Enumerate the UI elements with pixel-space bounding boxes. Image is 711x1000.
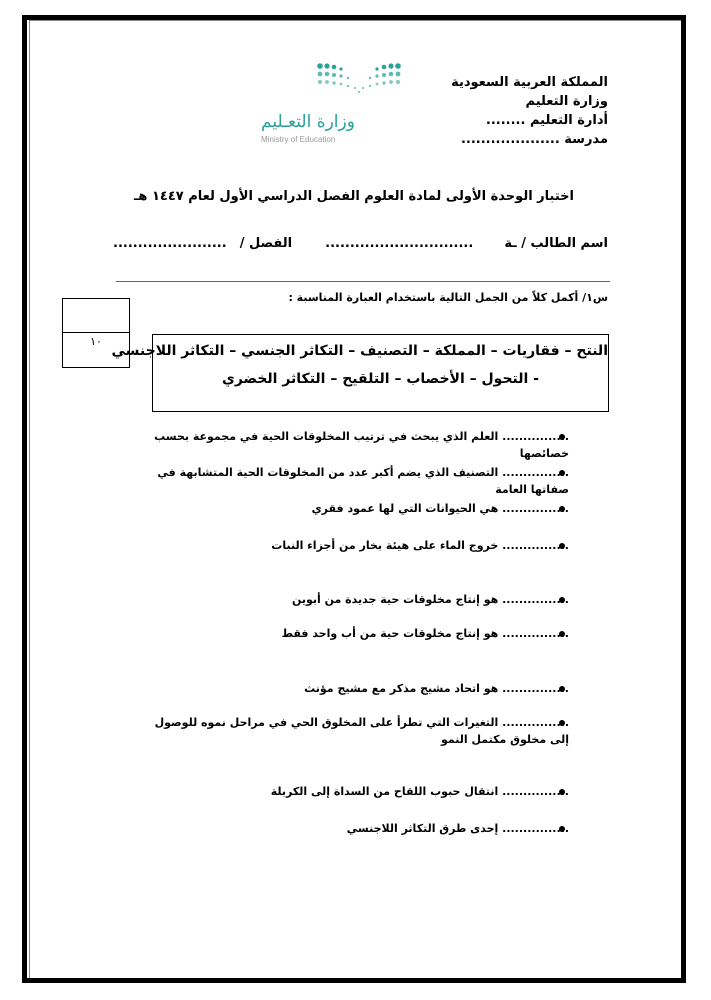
- header-school: مدرسة ....................: [460, 132, 608, 147]
- ministry-logo: [255, 58, 425, 150]
- fill-blank-item-8: ................ التغيرات التي تطرأ على المخلوق الحي في مراحل نموه للوصول إلى مخلوق مكتمل النمو: [154, 716, 569, 746]
- separator-line: [116, 281, 610, 282]
- fill-blank-item-2: ................ التصنيف الذي يضم أكبر عدد من المخلوقات الحية المتشابهة في صفاتها العامة: [157, 466, 569, 496]
- word-bank: [111, 334, 609, 412]
- fill-blank-item-7: ................ هو اتحاد مشيج مذكر مع مشيج مؤنث: [304, 682, 569, 695]
- fill-blank-item-9: ................ انتقال حبوب اللقاح من السداة إلى الكربلة: [270, 785, 569, 798]
- fill-blank-item-1: ................ العلم الذي يبحث في ترتيب المخلوقات الحية في مجموعة بحسب خصائصها: [154, 430, 569, 460]
- exam-title: اختبار الوحدة الأولى لمادة العلوم الفصل الدراسي الأول لعام ١٤٤٧ هـ: [133, 189, 574, 204]
- student-name-label: اسم الطالب / ـة: [504, 236, 608, 251]
- student-name-blank: ..............................: [325, 236, 474, 251]
- score-total: ١٠: [90, 335, 102, 348]
- class-blank: .......................: [113, 236, 227, 251]
- header-country: المملكة العربية السعودية: [451, 75, 608, 90]
- question-1-prompt: س١/ أكمل كلاً من الجمل التالية باستخدام العبارة المناسبة :: [288, 291, 608, 304]
- fill-blank-item-3: ................ هي الحيوانات التي لها عمود فقري: [311, 502, 569, 515]
- student-info-line: [113, 236, 608, 251]
- logo-arabic-text: وزارة التعـليم: [261, 112, 355, 132]
- header-directorate: أدارة التعليم ........: [485, 113, 608, 128]
- header-block: [408, 73, 608, 149]
- score-box-divider: [63, 332, 129, 333]
- fill-blank-item-5: ................ هو إنتاج مخلوقات حية جديدة من أبوين: [291, 593, 569, 606]
- header-ministry: وزارة التعليم: [525, 94, 608, 109]
- word-bank-line-2: - التحول – الأخصاب – التلقيح – التكاثر الخضري: [221, 371, 539, 387]
- fill-blank-item-6: ................ هو إنتاج مخلوقات حية من أب واحد فقط: [281, 627, 569, 640]
- logo-dots-icon: [255, 58, 425, 110]
- word-bank-line-1: النتح – فقاريات – المملكة – التصنيف – التكاثر الجنسي – التكاثر اللاجنسي: [111, 343, 608, 359]
- class-label: الفصل /: [239, 236, 293, 251]
- fill-blank-item-10: ................ إحدى طرق التكاثر اللاجنسي: [346, 822, 569, 835]
- logo-english-text: Ministry of Education: [261, 135, 336, 144]
- fill-blank-item-4: ................ خروج الماء على هيئة بخار من أجزاء النبات: [271, 539, 569, 552]
